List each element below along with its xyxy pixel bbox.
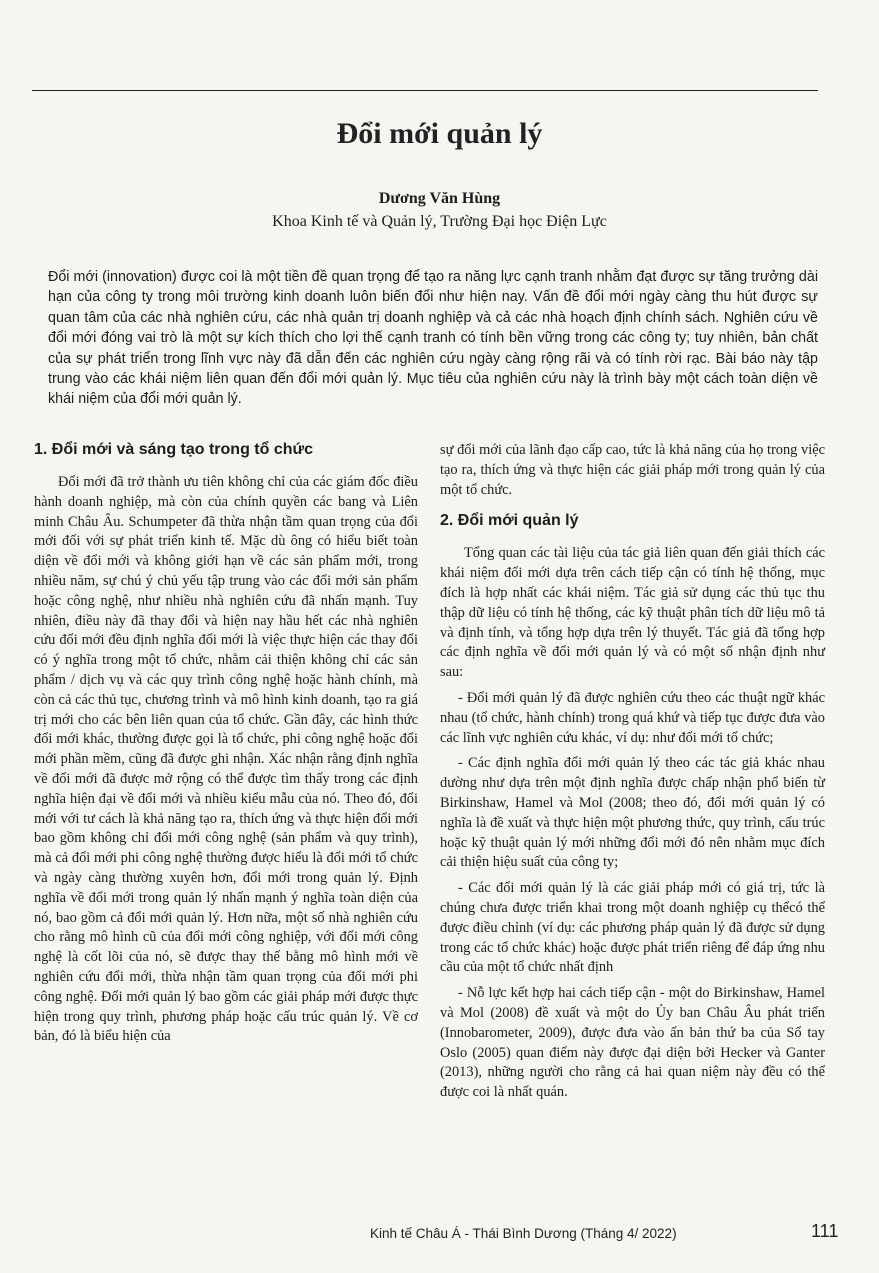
author-affiliation: Khoa Kinh tế và Quản lý, Trường Đại học Điện Lực (272, 213, 607, 230)
header-rule (32, 90, 818, 91)
list-item: - Đổi mới quản lý đã được nghiên cứu theo các thuật ngữ khác nhau (tổ chức, hành chính) trong quá khứ và tiếp tục được đưa vào các lĩnh vực nghiên cứu khác, ví dụ: như đổi mới tổ chức; (440, 689, 825, 746)
section-1-paragraph: Đổi mới đã trở thành ưu tiên không chỉ của các giám đốc điều hành doanh nghiệp, mà còn của chính quyền các bang và Liên minh Châu Âu. Schumpeter đã thừa nhận tầm quan trọng của đổi mới đối với sự phát triển kinh tế. Mặc dù ông có hiểu biết toàn diện về đổi mới và không giới hạn về các sản phẩm mới, trong nhiều năm, sự chú ý chủ yếu tập trung vào các đổi mới sản phẩm hoặc công nghệ, như nhiều nhà nghiên cứu đã nhấn mạnh. Tuy nhiên, điều này đã thay đổi và hiện nay hầu hết các nhà nghiên cứu đổi mới đều định nghĩa đổi mới là việc thực hiện các thay đổi có ý nghĩa trong một tổ chức, nhằm cải thiện không chỉ các sản phẩm / dịch vụ và các quy trình công nghệ hoặc hành chính, mà còn cả các thủ tục, chương trình và mô hình kinh doanh, tạo ra giá trị mới cho các bên liên quan của tổ chức. Gần đây, các hình thức đổi mới khác, thường được gọi là tổ chức, phi công nghệ hoặc đổi mới phần mềm, cũng đã được ghi nhận. Xác nhận rằng định nghĩa về đổi mới đã được mở rộng có thể được tìm thấy trong các định nghĩa hiện đại về đổi mới và nhiều kiểu mẫu của nó. Theo đó, đổi mới với tư cách là khả năng tạo ra, thích ứng và thực hiện đổi mới bao gồm không chỉ đổi mới công nghệ (sản phẩm và quy trình), mà cả đổi mới phi công nghệ thường được hiểu là đổi mới tổ chức và ngày càng thường xuyên hơn, đổi mới trong quản lý. Định nghĩa về đổi mới trong quản lý nhấn mạnh ý nghĩa toàn diện của nó, bao gồm cả đổi mới quản lý. Hơn nữa, một số nhà nghiên cứu cho rằng mô hình cũ của đổi mới công nghiệp, với đổi mới công nghệ là cốt lõi của nó, sẽ được thay thế bằng mô hình mới về nghiên cứu đổi mới, thừa nhận tầm quan trọng của đổi mới phi công nghệ. Đổi mới quản lý bao gồm các giải pháp mới được thực hiện trong quy trình, phương pháp hoặc cấu trúc quản lý. Về cơ bản, đó là biểu hiện của (34, 474, 418, 1045)
section-1-continuation: sự đổi mới của lãnh đạo cấp cao, tức là khả năng của họ trong việc tạo ra, thích ứng và thực hiện các giải pháp mới trong quản lý của một tổ chức. (440, 442, 825, 498)
abstract: Đổi mới (innovation) được coi là một tiền đề quan trọng để tạo ra năng lực cạnh tranh nhằm đạt được sự tăng trưởng dài hạn của công ty trong môi trường kinh doanh luôn biến đổi như hiện nay. Vấn đề đổi mới ngày càng thu hút được sự quan tâm của các nhà nghiên cứu, các nhà quản trị doanh nghiệp và cả các nhà hoạch định chính sách. Nghiên cứu về đổi mới đóng vai trò là một sự kích thích cho lợi thế cạnh tranh có tính bền vững trong các công ty; tuy nhiên, bản chất của sự phát triển trong lĩnh vực này đã dẫn đến các nghiên cứu ngày càng rộng rãi và có tính rời rạc. Bài báo này tập trung vào các khái niệm liên quan đến đổi mới quản lý. Mục tiêu của nghiên cứu này là trình bày một cách toàn diện về khái niệm của đổi mới quản lý. (48, 269, 818, 408)
page-number: 111 (811, 1221, 839, 1241)
section-2-heading: 2. Đổi mới quản lý (440, 512, 579, 530)
list-item: - Các đổi mới quản lý là các giải pháp mới có giá trị, tức là chúng chưa được triển khai trong một doanh nghiệp cụ thểcó thể được điều chỉnh (ví dụ: các phương pháp quản lý đã được sử dụng trong các tổ chức khác) hoặc được phát triển riêng để đáp ứng nhu cầu của một tổ chức nhất định (440, 880, 825, 976)
left-column (34, 441, 418, 1047)
list-item: - Các định nghĩa đổi mới quản lý theo các tác giả khác nhau dường như dựa trên một định nghĩa được chấp nhận phổ biến từ Birkinshaw, Hamel và Mol (2008; theo đó, đổi mới quản lý có nghĩa là đề xuất và thực hiện một phương thức, quy trình, cấu trúc hoặc kỹ thuật quản lý mới những đổi mới đó nên nhằm mục đích cải thiện hiệu suất của công ty; (440, 755, 825, 871)
section-2-intro: Tổng quan các tài liệu của tác giả liên quan đến giải thích các khái niệm đổi mới dựa trên cách tiếp cận có tính hệ thống, mục đích là hợp nhất các khái niệm. Tác giả sử dụng các thủ tục thu thập dữ liệu có tính hệ thống, các kỹ thuật phân tích dữ liệu mô tả và định tính, và tổng hợp dựa trên lý thuyết. Tác giả đã tổng hợp các định nghĩa về đổi mới quản lý và có một số nhận định như sau: (440, 545, 825, 681)
article-title: Đổi mới quản lý (336, 117, 543, 150)
section-1-heading: 1. Đổi mới và sáng tạo trong tổ chức (34, 441, 313, 458)
list-item: - Nỗ lực kết hợp hai cách tiếp cận - một do Birkinshaw, Hamel và Mol (2008) đề xuất và một do Ủy ban Châu Âu phát triển (Innobarometer, 2009), được đưa vào ấn bản thứ ba của Sổ tay Oslo (2005) quan điểm này được đại diện bởi Hecker và Ganter (2013), những người cho rằng cả hai quan niệm này đều có thể được coi là nhất quán. (440, 985, 825, 1101)
journal-footer: Kinh tế Châu Á - Thái Bình Dương (Tháng 4/ 2022) (370, 1226, 677, 1241)
right-column (440, 441, 825, 1109)
author-name: Dương Văn Hùng (378, 190, 501, 207)
